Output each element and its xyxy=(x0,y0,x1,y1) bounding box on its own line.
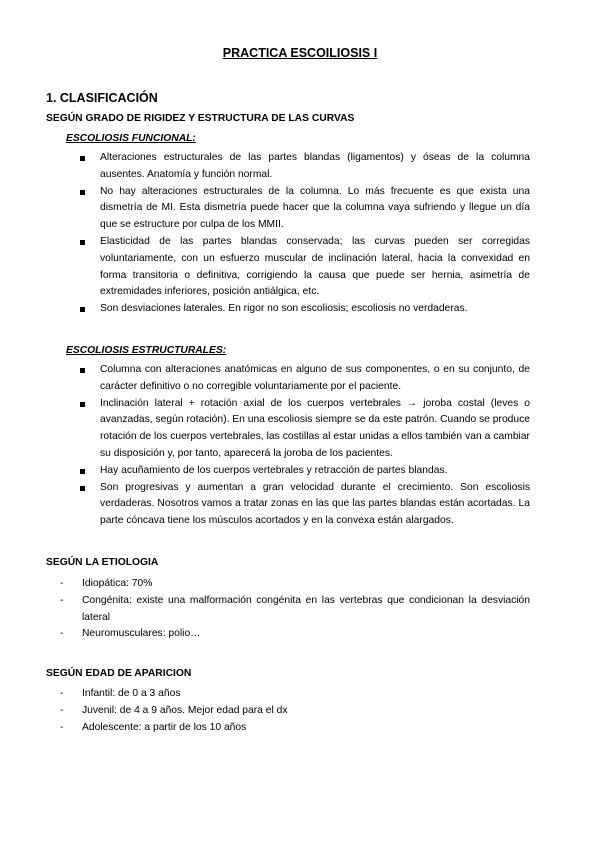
dash-marker: - xyxy=(60,628,64,640)
list-edad xyxy=(60,686,530,736)
dash-marker: - xyxy=(60,704,64,716)
list-item: - Idiopática: 70% xyxy=(60,576,530,593)
heading-etiologia: SEGÚN LA ETIOLOGIA xyxy=(46,557,159,568)
bullet-icon xyxy=(80,307,85,312)
list-item: No hay alteraciones estructurales de la columna. Lo más frecuente es que exista una dismetría de MI. Esta dismetría puede hacer que la columna vaya sufriendo y llegue un día que se estructure por culpa de los MMII. xyxy=(80,184,530,234)
list-item: Inclinación lateral + rotación axial de los cuerpos vertebrales → joroba costal (leves o avanzadas, según rotación). En una escoliosis siempre se da este patrón. Cuando se produce rotación de los cuerpos vertebrales, las costillas al estar unidas a ellos también van a cambiar su disposición y, por tanto, aparecerá la joroba de los pacientes. xyxy=(80,396,530,463)
list-item: - Adolescente: a partir de los 10 años xyxy=(60,720,530,737)
list-estructurales xyxy=(80,362,530,530)
page-title: PRACTICA ESCOILIOSIS I xyxy=(222,46,378,60)
bullet-icon xyxy=(80,240,85,245)
dash-marker: - xyxy=(60,578,64,589)
list-item: - Juvenil: de 4 a 9 años. Mejor edad para el dx xyxy=(60,703,530,720)
bullet-icon xyxy=(80,190,85,195)
heading-escoliosis-funcional: ESCOLIOSIS FUNCIONAL: xyxy=(66,133,196,144)
list-item: Alteraciones estructurales de las partes blandas (ligamentos) y óseas de la columna ausentes. Anatomía y función normal. xyxy=(80,150,530,184)
bullet-icon xyxy=(80,156,85,161)
section-heading-clasificacion: 1. CLASIFICACIÓN xyxy=(46,91,158,105)
list-funcional xyxy=(80,150,530,318)
list-item: Elasticidad de las partes blandas conservada; las curvas pueden ser corregidas voluntariamente, con un esfuerzo muscular de inclinación lateral, hacia la convexidad en forma transitoria o definitiva, corrigiendo la causa que puede ser hernia, asimetría de extremidades inferiores, posición antiálgica, etc. xyxy=(80,234,530,301)
bullet-icon xyxy=(80,486,85,491)
list-etiologia xyxy=(60,576,530,643)
list-item: Son progresivas y aumentan a gran velocidad durante el crecimiento. Son escoliosis verdaderas. Nosotros vamos a tratar zonas en las que las partes blandas están acortadas. La parte cóncava tiene los músculos acortados y en la convexa están alargados. xyxy=(80,480,530,530)
dash-marker: - xyxy=(60,594,64,606)
list-item: Hay acuñamiento de los cuerpos vertebrales y retracción de partes blandas. xyxy=(80,463,530,480)
bullet-icon xyxy=(80,402,85,407)
heading-escoliosis-estructurales: ESCOLIOSIS ESTRUCTURALES: xyxy=(66,345,227,356)
heading-edad-aparicion: SEGÚN EDAD DE APARICION xyxy=(46,668,192,679)
list-item: - Congénita: existe una malformación congénita en las vertebras que condicionan la desviación lateral xyxy=(60,594,530,623)
subheading-rigidez: SEGÚN GRADO DE RIGIDEZ Y ESTRUCTURA DE LAS CURVAS xyxy=(46,113,355,124)
list-item: Columna con alteraciones anatómicas en alguno de sus componentes, o en su conjunto, de carácter definitivo o no corregible voluntariamente por el paciente. xyxy=(80,362,530,396)
dash-marker: - xyxy=(60,721,64,733)
bullet-icon xyxy=(80,368,85,373)
list-item: Son desviaciones laterales. En rigor no son escoliosis; escoliosis no verdaderas. xyxy=(80,301,530,318)
dash-marker: - xyxy=(60,688,64,699)
list-item: - Infantil: de 0 a 3 años xyxy=(60,686,530,703)
list-item: - Neuromusculares: polio… xyxy=(60,626,530,643)
bullet-icon xyxy=(80,469,85,474)
